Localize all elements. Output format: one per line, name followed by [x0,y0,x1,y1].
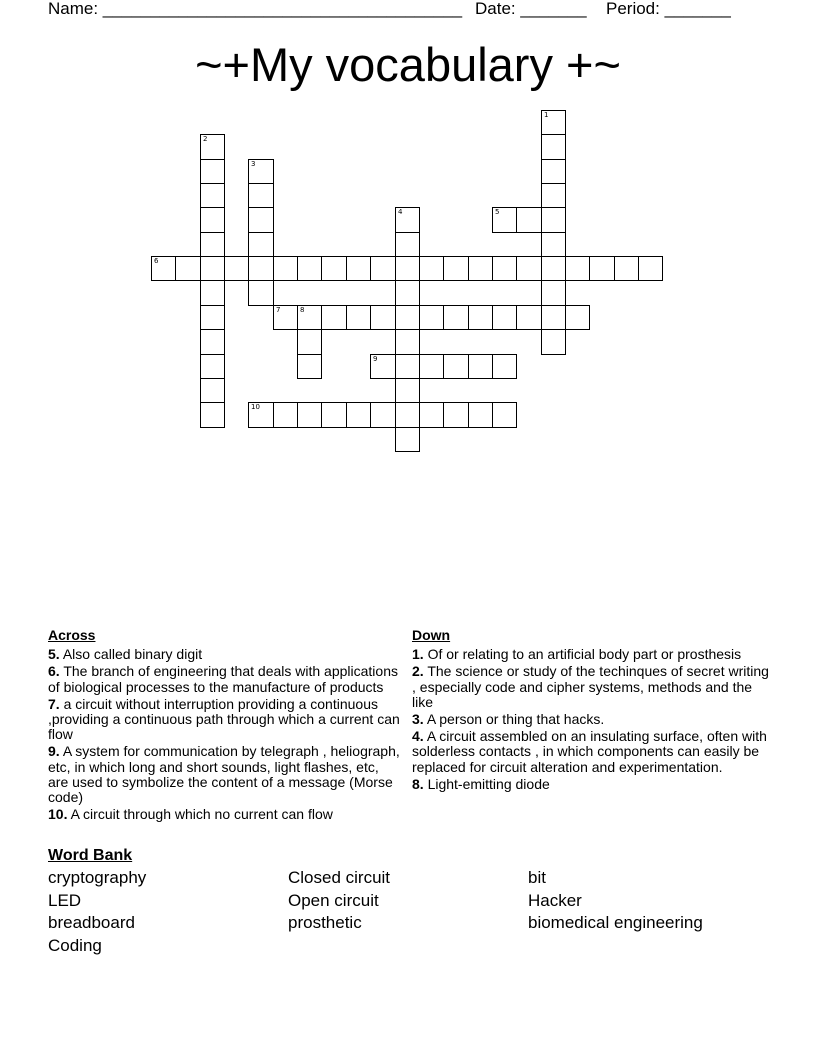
clue-number: 9 [373,355,378,363]
crossword-cell[interactable] [248,280,274,306]
crossword-cell[interactable] [248,183,274,208]
crossword-cell[interactable] [297,305,322,330]
crossword-cell[interactable] [297,329,322,355]
crossword-cell[interactable] [346,402,371,428]
crossword-cell[interactable] [200,134,225,160]
crossword-cell[interactable] [541,305,566,330]
clue-number: 8 [300,306,305,314]
clue-number: 5 [495,208,500,216]
crossword-cell[interactable] [200,354,225,379]
name-field-label: Name: ______________________________________ [48,0,463,18]
clue-number: 4 [398,208,403,216]
crossword-cell[interactable] [541,110,566,135]
crossword-cell[interactable] [468,354,493,379]
page-title: ~+My vocabulary +~ [195,38,621,91]
crossword-cell[interactable] [297,354,322,379]
crossword-cell[interactable] [443,305,469,330]
word-bank-item: Closed circuit [288,868,391,887]
crossword-cell[interactable] [248,207,274,233]
crossword-cell[interactable] [492,305,517,330]
crossword-cell[interactable] [541,329,566,355]
crossword-cell[interactable] [200,256,225,281]
word-bank-item: prosthetic [288,913,362,932]
clue-down-4: 4. A circuit assembled on an insulating surface, often with solderless contacts , in which components can easily be replaced for circuit alteration and experimentation. [412,728,767,775]
date-field-label: Date: _______ [475,0,587,18]
word-bank-item: Hacker [528,891,582,910]
crossword-cell[interactable] [200,159,225,184]
crossword-cell[interactable] [297,256,322,281]
crossword-cell[interactable] [370,354,396,379]
crossword-cell[interactable] [516,207,542,233]
clue-across-7: 7. a circuit without interruption providing a continuous ,providing a continuous path through which a current can flow [48,695,400,743]
crossword-cell[interactable] [248,232,274,257]
crossword-cell[interactable] [589,256,615,281]
clue-number: 3 [251,160,256,168]
crossword-cell[interactable] [200,232,225,257]
clue-number: 6 [154,257,159,265]
crossword-cell[interactable] [468,402,493,428]
crossword-cell[interactable] [346,305,371,330]
crossword-cell[interactable] [395,402,420,428]
crossword-cell[interactable] [200,402,225,428]
crossword-cell[interactable] [395,232,420,257]
crossword-cell[interactable] [492,354,517,379]
crossword-cell[interactable] [516,305,542,330]
crossword-cell[interactable] [321,402,347,428]
crossword-cell[interactable] [516,256,542,281]
across-clues [48,628,400,824]
word-bank-item: biomedical engineering [528,913,703,932]
crossword-cell[interactable] [321,305,347,330]
crossword-cell[interactable] [541,183,566,208]
crossword-cell[interactable] [395,207,420,233]
crossword-cell[interactable] [395,427,420,452]
crossword-cell[interactable] [541,280,566,306]
crossword-cell[interactable] [200,329,225,355]
crossword-grid [0,0,816,470]
crossword-cell[interactable] [443,354,469,379]
crossword-cell[interactable] [565,256,590,281]
crossword-cell[interactable] [297,402,322,428]
clue-number: 10 [251,403,260,411]
crossword-cell[interactable] [151,256,176,281]
crossword-cell[interactable] [492,207,517,233]
crossword-cell[interactable] [541,134,566,160]
clue-across-10: 10. A circuit through which no current can flow [48,806,333,823]
crossword-cell[interactable] [248,159,274,184]
word-bank-item: bit [528,868,546,887]
crossword-cell[interactable] [175,256,201,281]
clue-down-8: 8. Light-emitting diode [412,775,550,792]
crossword-cell[interactable] [541,256,566,281]
clue-number: 7 [276,306,281,314]
crossword-cell[interactable] [273,402,298,428]
crossword-cell[interactable] [419,402,444,428]
clue-across-6: 6. The branch of engineering that deals with applications of biological processes to the manufacture of products [48,663,398,695]
word-bank-item: Open circuit [288,891,379,910]
crossword-cell[interactable] [395,305,420,330]
crossword-cell[interactable] [273,305,298,330]
crossword-cell[interactable] [443,402,469,428]
crossword-cell[interactable] [395,329,420,355]
crossword-cell[interactable] [614,256,639,281]
period-field-label: Period: _______ [606,0,731,18]
crossword-cell[interactable] [346,256,371,281]
crossword-cell[interactable] [419,354,444,379]
crossword-cell[interactable] [541,159,566,184]
crossword-cell[interactable] [321,256,347,281]
crossword-cell[interactable] [395,256,420,281]
clue-number: 2 [203,135,208,143]
crossword-cell[interactable] [200,305,225,330]
crossword-cell[interactable] [541,207,566,233]
down-heading: Down [412,627,451,643]
crossword-cell[interactable] [468,256,493,281]
crossword-cell[interactable] [200,280,225,306]
word-bank-item: cryptography [48,868,147,887]
crossword-cell[interactable] [273,256,298,281]
crossword-cell[interactable] [370,256,396,281]
crossword-cell[interactable] [419,256,444,281]
word-bank-item: breadboard [48,913,135,932]
crossword-cell[interactable] [419,305,444,330]
word-bank-item: Coding [48,936,102,955]
crossword-cell[interactable] [395,378,420,403]
crossword-cell[interactable] [248,256,274,281]
clue-down-2: 2. The science or study of the techinques of secret writing , especially code and cipher systems, methods and the like [412,663,769,710]
across-heading: Across [48,627,96,643]
crossword-cell[interactable] [200,378,225,403]
clue-number: 1 [544,111,549,119]
crossword-cell[interactable] [200,183,225,208]
crossword-cell[interactable] [468,305,493,330]
crossword-cell[interactable] [248,402,274,428]
clue-down-1: 1. Of or relating to an artificial body part or prosthesis [412,646,742,663]
crossword-cell[interactable] [370,402,396,428]
crossword-cell[interactable] [541,232,566,257]
clue-across-9: 9. A system for communication by telegraph , heliograph, etc, in which long and short sounds, light flashes, etc, are used to symbolize the content of a message (Morse code) [48,743,400,806]
word-bank-heading: Word Bank [48,847,133,864]
crossword-cell[interactable] [200,207,225,233]
word-bank-item: LED [48,891,82,910]
crossword-cell[interactable] [395,354,420,379]
down-clues [412,628,772,794]
crossword-cell[interactable] [224,256,249,281]
crossword-cell[interactable] [638,256,663,281]
crossword-cell[interactable] [395,280,420,306]
clue-across-5: 5. Also called binary digit [48,646,203,663]
crossword-cell[interactable] [492,256,517,281]
crossword-cell[interactable] [565,305,590,330]
crossword-cell[interactable] [492,402,517,428]
crossword-cell[interactable] [370,305,396,330]
crossword-cell[interactable] [443,256,469,281]
clue-down-3: 3. A person or thing that hacks. [412,711,605,728]
